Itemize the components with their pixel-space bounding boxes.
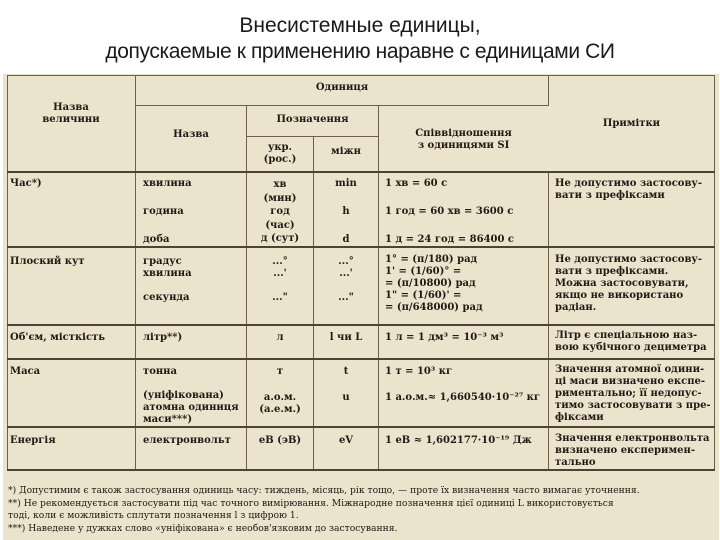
footnote-3: ***) Наведене у дужках слово «уніфікована» є необов'язковим до застосування.: [8, 523, 398, 534]
note-energy: Значення електронвольта визначено експеримен- тально: [555, 433, 710, 468]
scanned-table: [3, 74, 719, 540]
intl-h: h: [342, 206, 350, 217]
note-volume: Літр є спеціальною наз- вою кубічного дециметра: [555, 330, 707, 353]
header-designation: Позначення: [276, 114, 349, 125]
intl-d: d: [342, 234, 350, 245]
unit-amu: (уніфікована) атомна одиниця маси***): [143, 390, 239, 425]
ukr-ev: еВ (эВ): [258, 435, 302, 446]
footnote-2: **) Не рекомендується застосувати під час точного вимірювання. Міжнародне позначення цієї одиниці L використовується: [8, 498, 614, 509]
ukr-amu: а.о.м. (а.е.м.): [259, 392, 301, 415]
quantity-volume: Об'єм, місткість: [10, 332, 106, 343]
grid-line: [378, 105, 379, 470]
grid-line: [246, 136, 379, 137]
note-time: Не допустимо застосову- вати з префіксами: [555, 178, 702, 201]
quantity-time: Час*): [10, 178, 42, 189]
slide-title-line1: Внесистемные единицы,: [239, 14, 481, 37]
quantity-angle: Плоский кут: [10, 256, 85, 267]
quantity-mass: Маса: [10, 366, 41, 377]
relation-amu: 1 а.о.м.≈ 1,660540·10⁻²⁷ кг: [385, 392, 541, 403]
unit-tonne: тонна: [143, 366, 177, 377]
row-separator: [7, 426, 715, 428]
table-border-left: [7, 75, 8, 470]
row-separator: [7, 358, 715, 360]
footnote-2-cont: тоді, коли є можливість сплутати позначення l з цифрою 1.: [8, 510, 299, 521]
relation-minute: 1 хв = 60 с: [385, 178, 448, 189]
relation-hour: 1 год = 60 хв = 3600 с: [385, 206, 514, 217]
grid-line: [135, 105, 136, 470]
header-intl: міжн: [331, 146, 361, 157]
header-ukr: укр. (рос.): [263, 142, 297, 165]
table-border-right: [714, 75, 715, 470]
table-border-bottom: [7, 469, 715, 471]
grid-line: [548, 75, 549, 105]
footnote-1: *) Допустимим є також застосування одиниць часу: тиждень, місяць, рік тощо, — проте їх визначення часто вимагає уточнення.: [8, 485, 640, 496]
header-separator: [7, 171, 715, 173]
header-relation: Співвідношення з одиницями SI: [415, 128, 512, 151]
unit-hour: година: [143, 206, 184, 217]
header-unit: Одиниця: [315, 82, 369, 93]
note-mass: Значення атомної одини- ці маси визначено експе- риментально; її недопус- тимо застосовувати з пре- фіксами: [555, 364, 711, 423]
unit-day: доба: [143, 234, 170, 245]
ukr-tonne: т: [276, 366, 284, 377]
ukr-angle: ...° ...' ...": [272, 256, 288, 303]
intl-min: min: [335, 178, 357, 189]
relation-tonne: 1 т = 10³ кг: [385, 366, 453, 377]
header-quantity-name: Назва величини: [42, 102, 100, 125]
intl-litre: l чи L: [329, 332, 363, 343]
relation-litre: 1 л = 1 дм³ = 10⁻³ м³: [385, 332, 504, 343]
ukr-time: хв (мин) год (час) д (сут): [260, 179, 300, 244]
table-border-top: [7, 75, 715, 76]
intl-angle: ...° ...' ...": [338, 256, 354, 303]
header-notes: Примітки: [602, 118, 661, 129]
relation-day: 1 д = 24 год = 86400 с: [385, 234, 515, 245]
unit-angle-names: градус хвилина секунда: [143, 256, 192, 303]
grid-line: [135, 105, 549, 106]
header-unit-name: Назва: [173, 129, 209, 140]
unit-litre: літр**): [143, 332, 183, 343]
relation-angle: 1° = (π/180) рад 1' = (1/60)° = = (π/10800) рад 1" = (1/60)' = = (π/648000) рад: [385, 254, 483, 313]
relation-ev: 1 еВ ≈ 1,602177·10⁻¹⁹ Дж: [385, 435, 532, 446]
intl-tonne: t: [343, 366, 349, 377]
slide-title-line2: допускаемые к применению наравне с единицами СИ: [105, 40, 615, 63]
row-separator: [7, 246, 715, 248]
unit-minute: хвилина: [143, 178, 192, 189]
ukr-litre: л: [276, 332, 284, 343]
intl-amu: u: [342, 392, 350, 403]
unit-electronvolt: електронвольт: [143, 435, 231, 446]
note-angle: Не допустимо застосову- вати з префіксами. Можна застосовувати, якщо не використано радіан.: [555, 254, 702, 313]
row-separator: [7, 324, 715, 326]
quantity-energy: Енергія: [10, 435, 56, 446]
intl-ev: eV: [338, 435, 354, 446]
